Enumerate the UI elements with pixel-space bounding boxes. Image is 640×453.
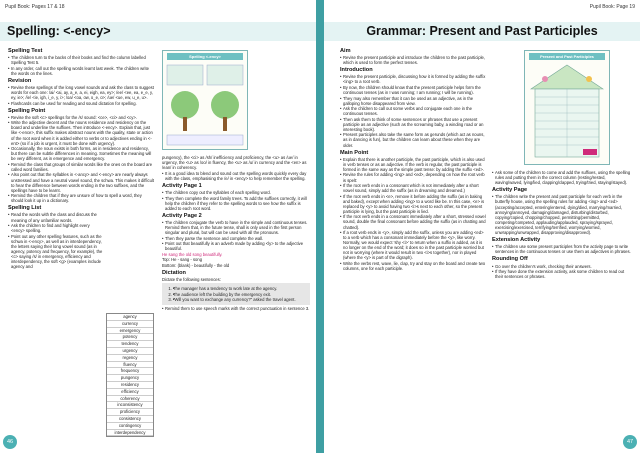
- spelling-word: pungency: [107, 375, 153, 382]
- list-item: • Go over the children's work, checking their answers.: [492, 264, 632, 269]
- spelling-test-heading: Spelling Test: [8, 48, 43, 54]
- list-item: • Revise the present participle and introduce the children to the past participle, which is used to form the perfect tenses.: [340, 55, 486, 65]
- spelling-word: emergency: [107, 328, 153, 335]
- activity-page-thumbnail: [162, 50, 248, 150]
- list-item: • Ask some of the children to come and add the suffixes, using the spelling rules and putting them in the correct column (resting/rested, waving/waved, lying/lied, clapping/clapped, trying/tried, staying/stayed).: [492, 170, 632, 185]
- left-page-title: Spelling: <-ency>: [0, 22, 316, 41]
- left-column-1: [8, 46, 154, 270]
- list-item: • Point out that beautifully is an adverb made by adding <ly> to the adjective beautiful.: [162, 241, 310, 251]
- list-item: • By now, the children should know that the present participle helps form the continuous tenses (as in I was running; I am running; I will be running).: [340, 85, 486, 95]
- spelling-word: potency: [107, 334, 153, 341]
- spelling-word: interdependency: [107, 430, 153, 437]
- spelling-word: coherency: [107, 396, 153, 403]
- list-item: • In any order, call out the spelling words learnt last week. The children write the words on the lines.: [8, 66, 154, 76]
- spelling-word: currency: [107, 321, 153, 328]
- thumbnail-title: Spelling <-ency>: [167, 53, 243, 60]
- list-item: • It is a good idea to blend and sound out the spelling words quickly every day with the class, emphasising the /e/ in <ency> to help remember the spelling.: [162, 171, 310, 181]
- spelling-word: fluency: [107, 362, 153, 369]
- parsing-example-sentence: He sang the old song beautifully.: [162, 251, 223, 257]
- list-item: • Remind them to use speech marks with the correct punctuation in sentence 3.: [162, 306, 310, 311]
- list-item: • Remind the children that if they are unsure of how to spell a word, they should look it up in a dictionary.: [8, 193, 154, 203]
- butterfly-house-illustration: [525, 61, 609, 163]
- spelling-word: contingency: [107, 423, 153, 430]
- list-item: • Remind the class that groups of similar words like the ones on the board are called word families.: [8, 162, 154, 172]
- spelling-word: frequency: [107, 368, 153, 375]
- list-item: • Flashcards can be used for reading and sound dictation for spelling.: [8, 101, 154, 106]
- spelling-word: proficiency: [107, 409, 153, 416]
- wall-top-row: Top: He - sang - song: [162, 257, 203, 263]
- list-item: • Revise the soft <c> spellings for the /s/ sound: <ce>, <ci> and <cy>.: [8, 115, 154, 120]
- list-item: • Read the words with the class and discuss the meaning of any unfamiliar words.: [8, 212, 103, 222]
- book-gutter: [316, 0, 324, 453]
- dictation-sentence: • 3. "Will you want to exchange any currency?" asked the travel agent.: [173, 297, 307, 302]
- list-item: • Explain that there is another participle, the past participle, which is also used in verb tenses or as an adjective. If the verb is regular, the past participle is formed in the same way as the simple past tense: by adding the suffix <ed>.: [340, 157, 486, 172]
- list-item: • If the root verb ends in a consonant immediately after a short, stressed vowel sound, double the final consonant before adding the suffix (as in chatting and chatted).: [340, 214, 486, 229]
- list-item: • Ask the children to call out some verbs and conjugate each one in the continuous tenses.: [340, 106, 486, 116]
- list-item: • Present participles also take the same form as gerunds (which act as nouns, as in dancing is fun), but the children can learn about these when they are older.: [340, 132, 486, 147]
- spelling-word: agency: [107, 314, 153, 321]
- list-item: • Occasionally, the noun exists in both forms, as in residence and residency, but there can be subtle differences in meaning. Sometimes the meaning will be very different, as in emergence and emergency.: [8, 146, 154, 161]
- activity-page-1-heading: Activity Page 1: [162, 183, 202, 190]
- spelling-point-heading: Spelling Point: [8, 107, 46, 114]
- list-item: • If the root verb ends in <e>, remove it before adding the suffix (as in baking and baked), except when adding <ing> to a word like be. In this case, <e> is replaced by <y> to avoid having two <i>s next to each other, so the present participle is lying, but the past participle is lied.: [340, 194, 486, 214]
- activity-page-heading: Activity Page: [492, 187, 528, 194]
- revision-heading: Revision: [8, 77, 32, 84]
- list-item: • The children write the present and past participle for each verb in the butterfly house, using the spelling rules for adding <ing> and <ed> (accepting/accepted, entering/entered, dying/died, marrying/married, annoying/annoyed, damaging/damaged, disturbing/disturbed, copying/copied, chopping/chopped, permitting/permitted, competing/competed, applauding/applauded, spraying/sprayed, exercising/exercised, terrifying/terrified, worrying/worried, unwrapping/unwrapped, disapproving/disapproved).: [492, 194, 632, 235]
- list-item: • Revise the rules for adding <ing> and <ed>, depending on how the root verb is spelt:: [340, 172, 486, 182]
- family-tree-illustration: [163, 61, 247, 149]
- list-item: • If they have done the extension activity, ask some children to read out their sentences or phrases.: [492, 269, 632, 279]
- spelling-word-list: [106, 313, 154, 437]
- right-running-head: Pupil Book: Page 19: [589, 4, 635, 10]
- spelling-list-heading: Spelling List: [8, 205, 42, 212]
- dictation-heading: Dictation: [162, 270, 186, 277]
- right-page-title: Grammar: Present and Past Participles: [324, 22, 640, 41]
- activity-page-2-heading: Activity Page 2: [162, 212, 202, 219]
- left-running-head: Pupil Book: Pages 17 & 18: [5, 4, 65, 10]
- extension-activity-heading: Extension Activity: [492, 237, 541, 244]
- spelling-word: regency: [107, 355, 153, 362]
- dictation-sentences-box: [162, 283, 310, 305]
- list-item: • They may also remember that it can be used as an adjective, as in the galloping horse disappeared from view.: [340, 96, 486, 106]
- right-page: [324, 0, 640, 453]
- spelling-word: consistency: [107, 416, 153, 423]
- list-item: • Revise the present participle, discussing how it is formed by adding the suffix <ing> to a root verb.: [340, 74, 486, 84]
- dictation-sentence: • 2. The audience left the building by the emergency exit.: [173, 292, 307, 297]
- spelling-word: inconsistency: [107, 402, 153, 409]
- list-item: • Write the verbs rest, wave, lie, clap, try and stay on the board and create two columns, one for each participle.: [340, 261, 486, 271]
- rounding-off-heading: Rounding Off: [492, 256, 528, 263]
- list-item: • If a root verb ends in <y>, simply add the suffix, unless you are adding <ed> to a verb which has a consonant immediately before the <y>, like worry. Normally, we would expect 'shy <i>' to return when a suffix is added, as it is no longer on the end of the word; it does so in the past participle worried but not in worrying (where it would result in two <i>s together), nor in played (where the <y> is part of the digraph).: [340, 230, 486, 261]
- spelling-word: tendency: [107, 341, 153, 348]
- list-item: • The children turn to the backs of their books and find the column labelled Spelling Test 5.: [8, 55, 154, 65]
- right-column-1: [340, 46, 486, 272]
- thumbnail-title: Present and Past Participles: [529, 53, 605, 60]
- list-item: • They then complete the word family trees. To add the suffixes correctly, it will help the children if they refer to the spelling words to see how the suffix is added to each root word.: [162, 196, 310, 211]
- list-item: • The children use some present participles from the activity page to write sentences in the continuous tenses or use them as adjectives in phrases.: [492, 244, 632, 254]
- list-item: • The children conjugate the verb to have in the simple and continuous tenses. Remind them that, in the future tense, shall is only used in the first person singular and plural, but will can be used with all the pronouns.: [162, 220, 310, 235]
- main-point-heading: Main Point: [340, 149, 369, 156]
- dictation-sentence: • 1. The manager has a tendency to work late at the agency.: [173, 286, 307, 291]
- spelling-word: urgency: [107, 348, 153, 355]
- wall-bottom-row: Bottom: (blank) - beautifully - the old: [162, 263, 230, 269]
- left-page-number: 46: [3, 435, 17, 449]
- list-item: • Ask the children to find and highlight every <ency> spelling.: [8, 223, 103, 233]
- list-item: • Also point out that the syllables in <-ancy> and <-ency> are nearly always unstressed and have a neutral vowel sound, the schwa. This makes it difficult to hear the difference between words ending in the two suffixes, and the spellings have to be learnt.: [8, 172, 154, 192]
- activity-page-thumbnail: [524, 50, 610, 165]
- list-item: • Then they parse the sentence and complete the wall.: [162, 236, 310, 241]
- list-item: • Point out any other spelling features, such as the schwa in <-ency>, as well as in interdependency, the letters saying their long vowel sound (as in agency, potency and frequency, for example), the <c> saying /s/ in emergency, efficiency and interdependency, the soft <g> (examples include agency and: [8, 234, 103, 270]
- list-item: • If the root verb ends in a consonant which is not immediately after a short vowel sound, simply add the suffix (as in dreaming and dreamed.): [340, 183, 486, 193]
- list-item: • The children copy out the syllables of each spelling word.: [162, 190, 310, 195]
- spelling-word: efficiency: [107, 389, 153, 396]
- left-column-2: [162, 155, 310, 312]
- spelling-word: residency: [107, 382, 153, 389]
- list-item: • Then ask them to think of some sentences or phrases that use a present participle as an adjective (such as the screaming baby, a winding road or an interesting book).: [340, 117, 486, 132]
- list-item: • Revise these spellings of the long vowel sounds and ask the class to suggest words for each one: /ai/ <ai, ay, a_e, a, ei, eigh, ea, ey>; /ee/ <ee, ea, e_e, y, ey, ie>; /ie/ <ie, igh, i_e, y, i>; /oa/ <oa, ow, o_e, o>; /ue/ <ue, ew, u_e, u>.: [8, 85, 154, 100]
- list-item: • Write the adjective decent and the nouns residence and residency on the board and underline the suffixes. Then introduce <-ency>. Explain that, just like <-ence>, this suffix makes abstract nouns with the quality, state or action of the root word when it is added either to verbs or to adjectives ending in <-ent> (so if a job is urgent, it must be done with urgency).: [8, 120, 154, 145]
- right-page-number: 47: [623, 435, 637, 449]
- introduction-heading: Introduction: [340, 67, 373, 74]
- left-page: [0, 0, 316, 453]
- aim-heading: Aim: [340, 48, 351, 54]
- dictation-intro: Dictate the following sentences:: [162, 277, 221, 283]
- right-column-2: [492, 170, 632, 280]
- middle-intro-text: pungency), the <ci> as /sh/ inefficiency and proficiency, the <u> as /ue/ in urgency, the <u> as /oo/ in fluency, the <u> as /u/ in currency and the <en> as /ean/ in coherency.: [162, 155, 307, 171]
